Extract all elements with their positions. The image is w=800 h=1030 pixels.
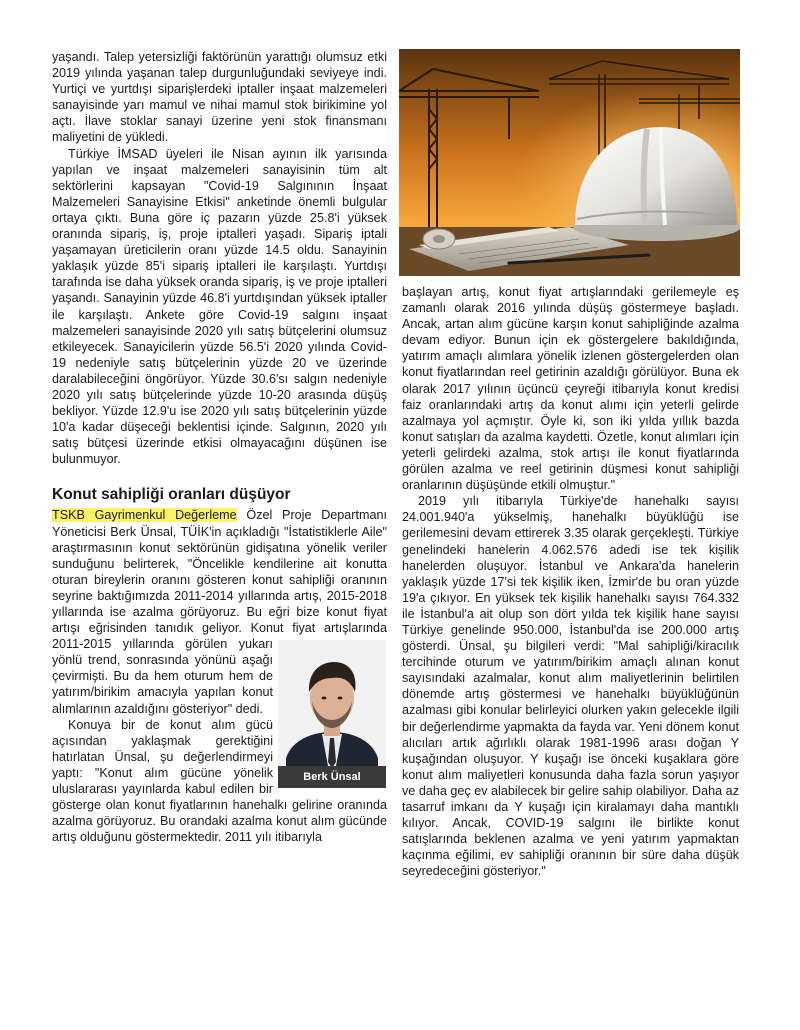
construction-helmet-image [399, 49, 740, 276]
paragraph-text: Özel Proje Departmanı Yöneticisi Berk Ünsal, TÜİK'in açıkladığı "İstatistiklerle Aile" araştırmasının konut sektörünün gidişatına yönelik veriler sunduğunu belirterek, "Öncelikle kendilerine ait konutta oturan bireylerin oranını gösteren konut sahipliği oranının seyrine baktığımızda 2011-2014 yıllarında artış, 2015-2018 yıllarında ise azalma görüyoruz. Bu eğri bize konut fiyat artışı eğrisinden tanıdık geliyor. Konut fiyat artışlarında 2011-2015 yıllarında görülen yukarı yönlü trend, sonrasında yönünü aşağı çevirmişti. Bu da hem oturum hem de yatırım/birikim amacıyla yapılan konut alımlarının azaldığını gösteriyor" dedi. [52, 508, 387, 716]
paragraph: yaşandı. Talep yetersizliği faktörünün yarattığı olumsuz etki 2019 yılında yaşanan talep durgunluğundaki seviyeye indi. Yurtiçi ve yurtdışı siparişlerdeki iptaller inşaat malzemeleri sanayisinde yarı mamul ve nihai mamul stok birikimine yol açtı. İlave stoklar sanayi üzerine yeni stok finansmanı maliyetini de yükledi. [52, 50, 387, 145]
paragraph: 2019 yılı itibarıyla Türkiye'de hanehalkı sayısı 24.001.940'a yükselmiş, hanehalkı büyüklüğü ise gerilemesini devam ettirerek 3.35 olarak gerçekleşti. Türkiye genelindeki hanelerin 4.062.576 adedi ise tek kişilik hanelerden oluşuyor. İstanbul ve Ankara'da hanelerin yaklaşık yüzde 17'si tek kişilik iken, İzmir'de bu oran yüzde 19'a çıkıyor. En yüksek tek kişilik hanehalkı sayısı 764.332 ile İstanbul'a ait olup son dört yılda tek kişilik hane sayısı Türkiye genelinde 950.000, İstanbul'da ise 200.000 artış gösterdi. Ünsal, şu bilgileri verdi: "Mal sahipliği/kiracılık tercihinde oturum ve yatırım/birikim amaçlı alınan konut sayısındaki azalmalar, konut alım maliyetlerinin belirtilen dönemde artış göstermesi ve hanehalkı büyüklüğünün azalması gibi konular belirleyici olurken yakın gelecekle ilgili bir değerlendirme yapmakta da fayda var. Yeni dönem konut alıcıları artık ağırlıklı olarak 1981-1996 arası doğan Y kuşağından oluşuyor. Y kuşağı ise önceki kuşaklara göre konut alım maliyetleri konusunda daha fazla sorun yaşıyor ve daha geç ev alabilecek bir gelire sahip olabiliyor. Daha az tasarruf imkanı da Y kuşağı için kiralamayı daha mantıklı kılıyor. Ancak, COVID-19 salgını ile birlikte konut satışlarında beklenen azalma ve yeni yatırım yapmaktan kaçınma eğilimi, ev sahipliği oranının bir süre daha düşük seyredeceğini gösteriyor." [402, 494, 739, 879]
paragraph: Konuya bir de konut alım gücü açısından yaklaşmak gerektiğini hatırlatan Ünsal, şu değerlendirmeyi yaptı: "Konut alım gücüne yönelik uluslararası yayınlarda kabul edilen bir gösterge olan konut fiyatlarının hanehalkı gelirine oranında azalma görüyoruz. Bu orandaki azalma konut alım gücünde artış olduğunu göstermektedir. 2011 yılı itibarıyla [52, 717, 387, 845]
paragraph: Türkiye İMSAD üyeleri ile Nisan ayının ilk yarısında yapılan ve inşaat malzemeleri sanayisinin tüm alt sektörlerini kapsayan "Covid-19 Salgınının İnşaat Malzemeleri Sanayisine Etkisi" anketinde önemli bulgular ortaya çıktı. Buna göre iç pazarın yüzde 25.8'i yüksek oranında sipariş, iş, proje iptalleri yaşadı. Sipariş iptali yaşamayan üreticilerin oranı yüzde 14.5 oldu. Sanayinin yaklaşık yüzde 85'i sipariş iptalleri ile karşılaştı. Yurtdışı tarafında ise daha yüksek oranda sipariş, iş ve proje iptalleri yaşandı. Sanayinin yüzde 46.8'i yurtdışından yüksek iptaller ile karşılaştı. Ankete göre Covid-19 salgını inşaat malzemeleri sanayisinde 2020 yılı satış bütçelerini olumsuz etkileyecek. Sanayicilerin yüzde 56.5'i 2020 yılında Covid-19 nedeniyle satış bütçelerinin yüzde 20 ve üzerinde daralabileceğini öngörüyor. Yüzde 30.6'sı salgın nedeniyle 2020 yılı satış bütçelerinde yüzde 10-20 arasında düşüş bekliyor. Yüzde 12.9'u ise 2020 yılı satış bütçelerinin yüzde 10'a kadar düşeceği beklentisi içinde. Salgının, 2020 yılı satış bütçesi üzerinde etkisi olmayacağını düşünen ise bulunmuyor. [52, 146, 387, 467]
paragraph: başlayan artış, konut fiyat artışlarındaki gerilemeyle eş zamanlı olarak 2016 yılında düşüş göstermeye başladı. Ancak, artan alım gücüne karşın konut sahipliğinde azalma devam ediyor. Bunun için ek göstergelere bakıldığında, yatırım amaçlı alımlara yönelik izlenen göstergelerden olan konut fiyatlarından reel getirinin azaldığı görülüyor. Buna ek olarak 2017 yılının üçüncü çeyreği itibarıyla konut kredisi faiz oranlarındaki artış da konut alımı için yeterli gelirde azalmaya yol açmıştır. Öyle ki, son iki yılda yıllık bazda konut satışları da azalma kaydetti. Özetle, konut alımları için yeterli gelirdeki azalma, stok artışı ile konut fiyatlarında görülen azalma ve reel getirinin düşmesi konut sahipliği oranlarının düşüşünde etkili olmuştur." [402, 285, 739, 493]
highlighted-company-name: TSKB Gayrimenkul Değerleme [52, 508, 237, 523]
section-heading: Konut sahipliği oranları düşüyor [52, 486, 291, 504]
photo-caption: Berk Ünsal [278, 766, 386, 788]
portrait-photo [278, 640, 386, 788]
right-article-column [402, 284, 739, 879]
